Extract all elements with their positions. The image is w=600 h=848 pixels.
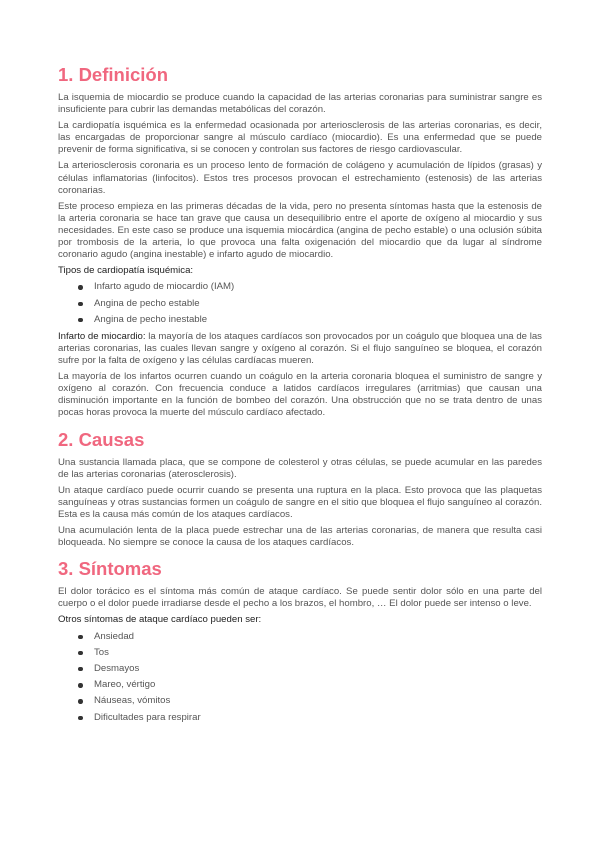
symptoms-heading: Otros síntomas de ataque cardíaco pueden ser:: [58, 614, 262, 626]
list-item: Náuseas, vómitos: [78, 693, 542, 709]
bullet-icon: [78, 651, 83, 656]
bullet-icon: [78, 635, 83, 640]
bullet-icon: [78, 302, 83, 307]
paragraph: La cardiopatía isquémica es la enfermedad ocasionada por arteriosclerosis de las arterias coronarias, es decir, las encargadas de proporcionar sangre al músculo cardíaco (miocardio). Es una enfermedad que se puede prevenir de forma significativa, si se conocen y controlan sus factores de riesgo cardiovascular.: [58, 120, 542, 156]
list-item: Ansiedad: [78, 629, 542, 645]
bullet-icon: [78, 699, 83, 704]
bullet-icon: [78, 318, 83, 323]
paragraph: Un ataque cardíaco puede ocurrir cuando se presenta una ruptura en la placa. Esto provoca que las plaquetas sanguíneas y otras sustancias formen un coágulo de sangre en el sitio que bloquea el flujo sanguíneo al corazón. Esta es la causa más común de los ataques cardíacos.: [58, 484, 542, 520]
paragraph: Este proceso empieza en las primeras décadas de la vida, pero no presenta síntomas hasta que la estenosis de la arteria coronaria se hace tan grave que causa un desequilibrio entre el aporte de oxígeno al miocardio y sus necesidades. En este caso se produce una isquemia miocárdica (angina de pecho estable) o una oclusión súbita por trombosis de la arteria, lo que provoca una falta oxigenación del miocardio que da lugar al síndrome coronario agudo (angina inestable) e infarto agudo de miocardio.: [58, 200, 542, 261]
infarto-paragraph: [58, 331, 542, 367]
bullet-icon: [78, 683, 83, 688]
infarto-term: Infarto de miocardio:: [58, 330, 146, 342]
list-item: Infarto agudo de miocardio (IAM): [78, 279, 542, 295]
bullet-icon: [78, 667, 83, 672]
paragraph: La arteriosclerosis coronaria es un proceso lento de formación de colágeno y acumulación de lípidos (grasas) y células inflamatorias (linfocitos). Estos tres procesos provocan el estrechamiento (estenosis) de las arterias coronarias.: [58, 160, 542, 196]
bullet-icon: [78, 285, 83, 290]
bullet-icon: [78, 716, 83, 721]
paragraph: Una acumulación lenta de la placa puede estrechar una de las arterias coronarias, de manera que resulta casi bloqueada. No siempre se conoce la causa de los ataques cardíacos.: [58, 525, 542, 549]
section-heading-definicion: 1. Definición: [58, 64, 168, 85]
list-item: Desmayos: [78, 661, 542, 677]
paragraph: El dolor torácico es el síntoma más común de ataque cardíaco. Se puede sentir dolor sólo en una parte del cuerpo o el dolor puede irradiarse desde el pecho a los brazos, el hombro, … El dolor puede ser intenso o leve.: [58, 586, 542, 610]
list-item: Angina de pecho inestable: [78, 312, 542, 328]
list-item: Mareo, vértigo: [78, 677, 542, 693]
paragraph: La isquemia de miocardio se produce cuando la capacidad de las arterias coronarias para suministrar sangre es insuficiente para cubrir las demandas metabólicas del corazón.: [58, 92, 542, 116]
types-list: [58, 279, 542, 328]
list-item: Tos: [78, 645, 542, 661]
infarto-text: la mayoría de los ataques cardíacos son provocados por un coágulo que bloquea una de las arterias coronarias, las cuales llevan sangre y oxígeno al corazón. Si el flujo sanguíneo se bloquea, el corazón sufre por la falta de oxígeno y las células cardíacas mueren.: [58, 330, 542, 367]
types-heading: Tipos de cardiopatía isquémica:: [58, 265, 194, 277]
section-heading-causas: 2. Causas: [58, 428, 145, 450]
paragraph: Una sustancia llamada placa, que se compone de colesterol y otras células, se puede acumular en las paredes de las arterias coronarias (aterosclerosis).: [58, 456, 542, 480]
list-item: Dificultades para respirar: [78, 710, 542, 726]
paragraph: La mayoría de los infartos ocurren cuando un coágulo en la arteria coronaria bloquea el suministro de sangre y oxígeno al corazón. Con frecuencia conduce a latidos cardíacos irregulares (arritmias) que causan una disminución importante en la función de bombeo del corazón. Una obstrucción que no se trata dentro de unas pocas horas provoca la muerte del músculo cardíaco afectado.: [58, 371, 542, 419]
list-item: Angina de pecho estable: [78, 296, 542, 312]
section-heading-sintomas: 3. Síntomas: [58, 558, 162, 580]
symptoms-list: [58, 629, 542, 726]
